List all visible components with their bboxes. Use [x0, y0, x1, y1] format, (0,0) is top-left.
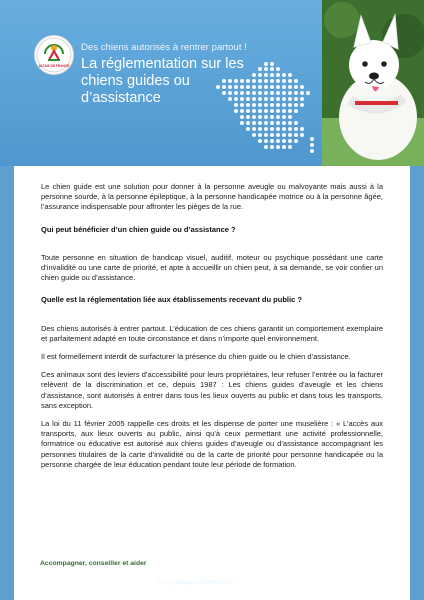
regulation-paragraph-1: Des chiens autorisés à entrer partout. L’éducation de ces chiens garantit un comportement exemplaire et parfaitement adapté en toute circonstance et dans n’importe quel environnement. [41, 323, 383, 343]
regulation-paragraph-4: La loi du 11 février 2005 rappelle ces droits et les dispense de porter une muselière : « L’accès aux transports, aux lieux ouverts au public, ainsi qu’à ceux permettant une activité professionnelle, formatrice ou éducative est autorisé aux chiens guides d’aveugle ou d’assistance accompagnant les personnes titulaires de la carte d’invalidité ou de la carte de priorité pour personne handicapée ou la personne chargée de leur éducation pendant toute leur période de formation. [41, 419, 383, 469]
title-line-2: chiens guides ou [81, 73, 190, 89]
footer-slogan: Accompagner, conseiller et aider [40, 560, 147, 567]
question-who-can-benefit: Qui peut bénéficier d’un chien guide ou d’assistance ? [41, 224, 236, 234]
question-public-establishments: Quelle est la réglementation liée aux établissements recevant du public ? [41, 295, 302, 305]
regulation-paragraph-3: Ces animaux sont des leviers d’accessibilité pour leurs propriétaires, leur refuser l’entrée ou la facturer relèvent de la discrimination et ce, depuis 1987 : Les chiens guides d’aveugle et les chiens d’assistance, sont autorisés à entrer dans tous les lieux ouverts au public et dans tous les transports, sans exception. [41, 370, 383, 410]
footer-label: Fiches pratiques PROPRIETAIRE [158, 580, 233, 586]
footer-date: Juin 2024 [27, 580, 50, 586]
title-line-1: La réglementation sur les [81, 56, 244, 72]
france-dot-map [212, 61, 322, 158]
intro-paragraph: Le chien guide est une solution pour donner à la personne aveugle ou malvoyante mais aussi à la personne sourde, à la personne épileptique, à la personne handicapée motrice ou à la personne âgée, l’assurance indispensable pour affronter les pièges de la rue. [41, 182, 383, 212]
title-line-3: d’assistance [81, 90, 161, 106]
main-content [41, 182, 383, 478]
header-kicker: Des chiens autorisés à rentrer partout ! [81, 42, 247, 53]
organization-logo [34, 35, 74, 75]
dog-icon [322, 0, 424, 166]
answer-who-can-benefit: Toute personne en situation de handicap visuel, auditif, moteur ou psychique possédant une carte d’invalidité ou une carte de priorité, et apte à accueillir un chien peut, à sa demande, se voir confier un chien guide ou d’assistance. [41, 252, 383, 283]
logo-text: ALTAIS DE FRANCE [38, 64, 70, 68]
dog-photo [322, 0, 424, 166]
regulation-paragraph-2: Il est formellement interdit de surfacturer la présence du chien guide ou le chien d’assistance. [41, 352, 351, 362]
logo-icon [35, 36, 73, 74]
